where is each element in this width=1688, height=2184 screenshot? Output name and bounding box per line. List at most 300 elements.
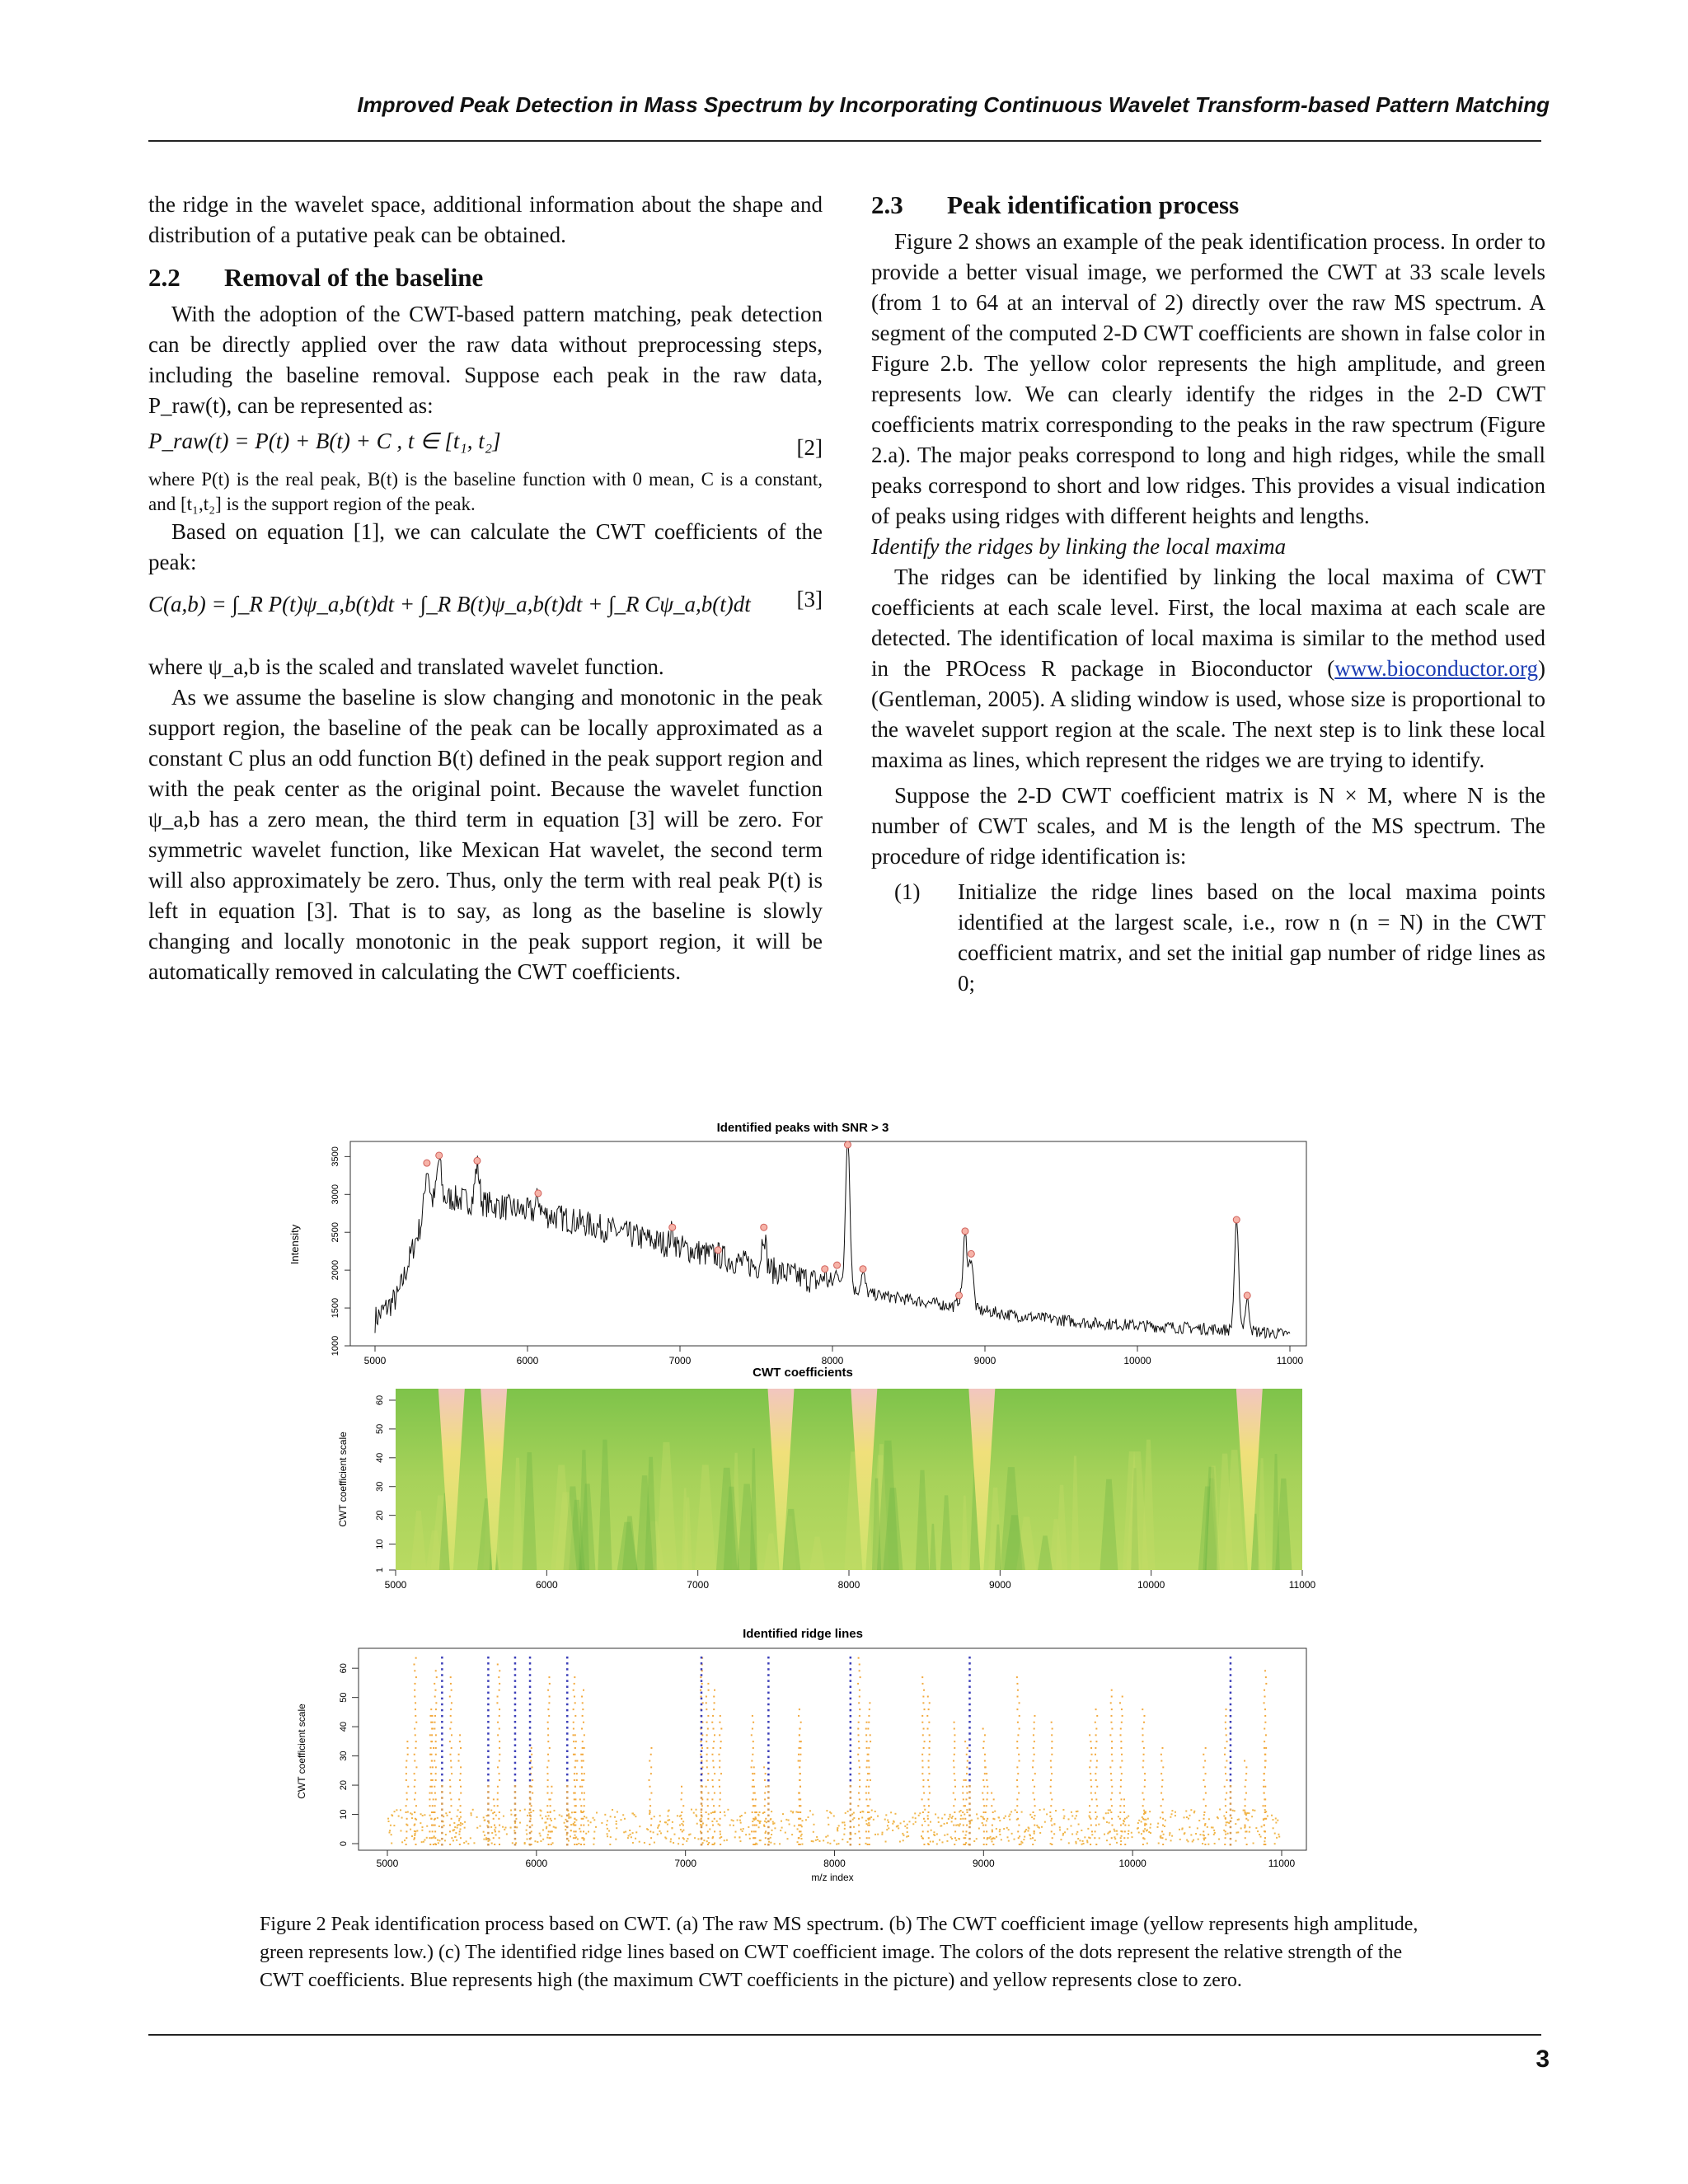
- ridge-dot-strong-9-50: [1230, 1698, 1232, 1700]
- ridge-dot-weak-22-22: [712, 1779, 714, 1781]
- ridge-dot-weak-45-31: [414, 1754, 415, 1755]
- ridge-dot-strong-0-54: [441, 1685, 443, 1688]
- ridge-dot-weak-26-51: [581, 1696, 583, 1698]
- ridge-dot-weak-37-18: [708, 1793, 710, 1794]
- ridge-dot-weak-52-26: [1032, 1766, 1034, 1768]
- ridge-dot-weak-34-15: [954, 1798, 956, 1800]
- ridge-dot-weak-44-20: [579, 1786, 581, 1788]
- ridge-dot-low-560: [1123, 1820, 1124, 1821]
- ridge-dot-low-146: [590, 1821, 592, 1823]
- ridge-dot-low-598: [1211, 1826, 1212, 1828]
- ridge-dot-low-101: [526, 1833, 528, 1835]
- ridge-dot-low-882: [1063, 1817, 1065, 1819]
- panel-a-ytick-label-3: 2500: [331, 1221, 340, 1243]
- ridge-dot-low-185: [845, 1812, 846, 1814]
- ridge-dot-low-566: [885, 1814, 887, 1816]
- ridge-dot-weak-43-20: [551, 1786, 552, 1788]
- ridge-dot-strong-1-64: [487, 1657, 490, 1659]
- ridge-dot-low-461: [565, 1829, 566, 1830]
- ridge-dot-weak-49-53: [1111, 1690, 1113, 1691]
- ridge-dot-low-895: [1023, 1839, 1025, 1840]
- ridge-dot-weak-39-7: [928, 1825, 930, 1826]
- ridge-dot-weak-18-4: [983, 1830, 985, 1832]
- ridge-dot-strong-6-32: [767, 1750, 770, 1753]
- ridge-dot-low-447: [982, 1816, 984, 1818]
- ridge-dot-low-511: [764, 1821, 766, 1822]
- ridge-dot-low-3: [1157, 1826, 1159, 1828]
- ridge-dot-weak-23-7: [800, 1825, 802, 1826]
- ridge-dot-weak-47-26: [531, 1766, 532, 1768]
- ridge-dot-low-823: [585, 1833, 587, 1835]
- ridge-dot-weak-29-26: [1225, 1766, 1226, 1768]
- ridge-dot-weak-47-18: [532, 1793, 533, 1794]
- ridge-dot-low-893: [539, 1833, 541, 1835]
- ridge-dot-strong-4-54: [566, 1685, 569, 1688]
- ridge-dot-weak-31-4: [682, 1830, 683, 1832]
- ridge-dot-strong-9-60: [1230, 1668, 1232, 1671]
- ridge-dot-low-553: [937, 1817, 939, 1819]
- ridge-dot-weak-34-37: [954, 1734, 955, 1736]
- ridge-dot-low-376: [677, 1815, 678, 1816]
- ridge-dot-weak-38-26: [1095, 1766, 1097, 1768]
- ridge-dot-low-183: [579, 1828, 580, 1830]
- ridge-dot-low-494: [720, 1834, 721, 1835]
- ridge-dot-low-68: [787, 1838, 789, 1840]
- ridge-dot-low-866: [568, 1816, 570, 1817]
- ridge-dot-low-173: [1145, 1819, 1146, 1821]
- ridge-dot-low-463: [694, 1837, 696, 1839]
- ridge-dot-low-134: [946, 1840, 948, 1842]
- ridge-dot-weak-37-22: [707, 1779, 709, 1781]
- ridge-dot-low-842: [458, 1824, 460, 1825]
- ridge-dot-low-620: [542, 1839, 544, 1840]
- ridge-dot-low-303: [1203, 1838, 1205, 1840]
- ridge-dot-low-53: [1214, 1832, 1216, 1834]
- ridge-dot-weak-8-0: [649, 1844, 650, 1845]
- ridge-dot-low-10: [1251, 1816, 1253, 1817]
- ridge-dot-low-664: [1236, 1832, 1237, 1834]
- ridge-dot-low-771: [610, 1836, 612, 1838]
- ridge-dot-low-825: [941, 1841, 943, 1843]
- ridge-dot-low-865: [1053, 1823, 1055, 1825]
- ridge-dot-low-659: [853, 1826, 855, 1828]
- ridge-dot-low-571: [1114, 1838, 1116, 1840]
- ridge-dot-low-873: [1259, 1834, 1260, 1835]
- ridge-dot-low-593: [1193, 1840, 1194, 1841]
- ridge-dot-strong-7-58: [850, 1674, 852, 1676]
- ridge-dot-weak-44-7: [580, 1825, 582, 1826]
- ridge-dot-low-374: [476, 1816, 478, 1818]
- ridge-dot-weak-44-29: [581, 1760, 583, 1762]
- panel-c-ytick-label-4: 40: [339, 1722, 349, 1732]
- ridge-dot-low-662: [593, 1819, 595, 1821]
- ridge-dot-weak-23-26: [799, 1766, 800, 1768]
- ridge-dot-low-600: [892, 1830, 893, 1831]
- ridge-dot-low-285: [944, 1823, 945, 1825]
- ridge-dot-weak-48-55: [1016, 1683, 1018, 1685]
- ridge-dot-weak-29-11: [1226, 1811, 1227, 1813]
- ridge-dot-weak-38-40: [1095, 1728, 1097, 1730]
- ridge-dot-weak-42-22: [1203, 1779, 1204, 1781]
- ridge-dot-low-622: [1192, 1840, 1193, 1842]
- ridge-dot-weak-42-31: [1203, 1754, 1204, 1755]
- ridge-dot-weak-23-33: [799, 1747, 801, 1749]
- ridge-dot-low-680: [391, 1814, 392, 1816]
- ridge-dot-strong-6-36: [767, 1738, 770, 1741]
- ridge-dot-low-157: [1128, 1830, 1129, 1832]
- ridge-dot-weak-41-11: [494, 1811, 495, 1813]
- ridge-dot-weak-37-46: [706, 1708, 707, 1710]
- ridge-dot-weak-37-0: [707, 1844, 709, 1845]
- ridge-dot-low-509: [545, 1816, 546, 1817]
- ridge-dot-weak-51-9: [962, 1818, 964, 1820]
- ridge-dot-weak-37-40: [707, 1728, 709, 1730]
- ridge-dot-weak-25-18: [546, 1793, 548, 1794]
- panel-a-xtick-label-3: 8000: [821, 1355, 844, 1366]
- ridge-dot-strong-1-42: [487, 1721, 490, 1723]
- ridge-dot-low-736: [1024, 1831, 1025, 1833]
- ridge-dot-strong-0-18: [441, 1791, 443, 1793]
- ridge-dot-low-174: [1207, 1826, 1208, 1828]
- ridge-dot-strong-5-20: [701, 1785, 703, 1788]
- ridge-dot-weak-15-7: [754, 1825, 756, 1826]
- ridge-dot-low-849: [1160, 1816, 1161, 1818]
- ridge-dot-low-37: [1252, 1809, 1254, 1811]
- ridge-dot-weak-1-35: [753, 1741, 754, 1742]
- ridge-dot-weak-43-9: [550, 1818, 551, 1820]
- ridge-dot-low-544: [570, 1830, 572, 1831]
- ridge-dot-low-291: [462, 1823, 463, 1825]
- ridge-dot-strong-0-34: [441, 1744, 443, 1746]
- ridge-dot-weak-24-22: [870, 1779, 871, 1781]
- ridge-dot-strong-8-52: [968, 1692, 971, 1694]
- ridge-dot-strong-0-62: [441, 1662, 443, 1665]
- ridge-dot-weak-52-18: [1033, 1793, 1034, 1794]
- ridge-dot-strong-5-50: [701, 1698, 703, 1700]
- ridge-dot-weak-20-35: [700, 1741, 701, 1742]
- ridge-dot-weak-9-46: [859, 1708, 860, 1710]
- ridge-dot-low-670: [387, 1818, 389, 1820]
- ridge-dot-low-287: [1104, 1834, 1105, 1835]
- ridge-dot-low-251: [444, 1840, 446, 1841]
- ridge-dot-weak-11-7: [460, 1825, 462, 1826]
- ridge-dot-low-674: [947, 1834, 949, 1835]
- ridge-dot-weak-41-0: [494, 1844, 495, 1845]
- ridge-dot-weak-2-7: [433, 1825, 434, 1826]
- ridge-dot-weak-54-26: [1162, 1766, 1164, 1768]
- ridge-dot-weak-35-26: [406, 1766, 407, 1768]
- ridge-dot-low-80: [1070, 1825, 1071, 1827]
- ridge-dot-low-126: [1086, 1841, 1088, 1843]
- ridge-dot-weak-51-20: [962, 1786, 964, 1788]
- ridge-dot-weak-4-20: [1120, 1786, 1122, 1788]
- ridge-dot-low-411: [1008, 1840, 1010, 1842]
- ridge-dot-weak-32-2: [1264, 1837, 1266, 1839]
- ridge-dot-weak-52-9: [1034, 1818, 1035, 1820]
- ridge-dot-weak-23-2: [798, 1837, 799, 1839]
- ridge-dot-low-225: [1202, 1843, 1203, 1844]
- ridge-dot-low-730: [570, 1824, 572, 1825]
- panel-c-ytick-label-2: 20: [339, 1779, 349, 1791]
- ridge-dot-weak-10-2: [765, 1837, 767, 1839]
- ridge-dot-low-459: [733, 1825, 734, 1826]
- ridge-dot-weak-44-4: [579, 1830, 581, 1832]
- ridge-dot-low-322: [570, 1816, 571, 1818]
- ridge-dot-weak-24-40: [867, 1728, 869, 1730]
- ridge-dot-low-810: [1127, 1837, 1128, 1839]
- ridge-dot-low-59: [781, 1827, 783, 1829]
- ridge-dot-low-223: [964, 1813, 965, 1815]
- ridge-dot-strong-5-44: [701, 1715, 703, 1718]
- ridge-dot-weak-30-4: [965, 1830, 967, 1832]
- ridge-dot-strong-5-30: [701, 1756, 703, 1759]
- ridge-dot-low-591: [593, 1817, 594, 1819]
- ridge-dot-weak-22-42: [711, 1722, 713, 1723]
- peak-marker-8: [834, 1262, 841, 1268]
- ridge-dot-low-141: [421, 1830, 423, 1831]
- ridge-dot-weak-19-37: [1089, 1734, 1090, 1736]
- panel-a-xtick-label-4: 9000: [973, 1355, 996, 1366]
- ridge-dot-strong-5-22: [701, 1779, 703, 1782]
- ridge-dot-low-667: [1008, 1829, 1010, 1830]
- ridge-dot-weak-44-24: [581, 1773, 583, 1774]
- ridge-dot-weak-38-9: [1095, 1818, 1097, 1820]
- ridge-dot-strong-6-16: [767, 1797, 770, 1799]
- peak-marker-15: [1244, 1292, 1250, 1299]
- ridge-dot-low-713: [1240, 1827, 1242, 1829]
- ridge-dot-weak-34-2: [954, 1837, 956, 1839]
- ridge-dot-low-824: [679, 1816, 681, 1817]
- ridge-dot-weak-38-33: [1095, 1747, 1096, 1749]
- ridge-dot-low-431: [578, 1843, 579, 1844]
- ridge-dot-strong-9-4: [1230, 1832, 1232, 1835]
- ridge-dot-weak-45-40: [414, 1728, 415, 1730]
- ridge-dot-weak-26-46: [582, 1708, 584, 1710]
- ridge-dot-low-299: [1208, 1818, 1210, 1820]
- ridge-dot-weak-33-29: [921, 1760, 923, 1762]
- ridge-dot-low-243: [1198, 1820, 1200, 1821]
- ridge-dot-low-817: [593, 1838, 595, 1840]
- ridge-dot-low-95: [1060, 1839, 1062, 1840]
- ridge-dot-strong-7-52: [850, 1692, 852, 1694]
- ridge-dot-weak-35-13: [406, 1805, 407, 1807]
- ridge-dot-weak-15-26: [753, 1766, 755, 1768]
- ridge-dot-strong-7-14: [850, 1802, 852, 1805]
- ridge-dot-weak-9-13: [857, 1805, 859, 1807]
- ridge-dot-weak-45-15: [414, 1798, 415, 1800]
- ridge-dot-strong-4-2: [566, 1838, 569, 1840]
- ridge-dot-strong-3-60: [529, 1668, 532, 1671]
- ridge-dot-weak-14-42: [866, 1722, 868, 1723]
- ridge-dot-strong-8-50: [968, 1698, 971, 1700]
- ridge-dot-low-572: [909, 1821, 911, 1822]
- ridge-dot-strong-9-26: [1230, 1768, 1232, 1770]
- ridge-dot-weak-32-26: [1264, 1766, 1266, 1768]
- ridge-dot-low-718: [1009, 1819, 1010, 1821]
- panel-b-ytick-label-6: 60: [375, 1394, 385, 1406]
- ridge-dot-weak-32-4: [1264, 1830, 1266, 1832]
- ridge-dot-weak-24-0: [869, 1844, 870, 1845]
- ridge-dot-low-663: [1150, 1832, 1151, 1834]
- ridge-dot-weak-27-7: [449, 1825, 451, 1826]
- ridge-dot-low-284: [936, 1843, 938, 1844]
- ridge-dot-low-89: [632, 1832, 634, 1834]
- ridge-dot-low-652: [828, 1817, 829, 1819]
- ridge-dot-low-384: [604, 1814, 606, 1816]
- ridge-dot-low-688: [421, 1826, 423, 1828]
- ridge-dot-low-4: [438, 1842, 439, 1844]
- ridge-dot-low-757: [1109, 1822, 1110, 1824]
- ridge-dot-low-514: [1041, 1826, 1043, 1828]
- ridge-dot-low-365: [460, 1822, 462, 1824]
- ridge-dot-weak-49-40: [1111, 1728, 1113, 1730]
- ridge-dot-strong-1-54: [487, 1685, 490, 1688]
- ridge-dot-weak-24-9: [869, 1818, 870, 1820]
- ridge-dot-strong-6-28: [767, 1762, 770, 1765]
- ridge-dot-low-822: [414, 1835, 415, 1836]
- ridge-dot-low-695: [801, 1820, 803, 1821]
- ridge-dot-weak-52-37: [1033, 1734, 1034, 1736]
- ridge-dot-low-321: [709, 1828, 710, 1830]
- ridge-dot-low-33: [654, 1816, 655, 1817]
- ridge-dot-weak-33-46: [923, 1708, 925, 1710]
- ridge-dot-weak-20-57: [700, 1676, 701, 1678]
- ridge-dot-weak-54-7: [1162, 1825, 1164, 1826]
- ridge-dot-low-454: [837, 1843, 839, 1844]
- ridge-dot-low-561: [708, 1813, 710, 1815]
- ridge-dot-low-194: [505, 1827, 507, 1829]
- ridge-dot-strong-1-16: [487, 1797, 490, 1799]
- ridge-dot-weak-45-57: [415, 1676, 417, 1678]
- ridge-dot-strong-7-16: [850, 1797, 852, 1799]
- ridge-dot-weak-40-24: [1245, 1773, 1247, 1774]
- ridge-dot-strong-5-32: [701, 1750, 703, 1753]
- ridge-dot-weak-1-24: [752, 1773, 753, 1774]
- ridge-dot-weak-36-18: [720, 1793, 721, 1794]
- ridge-dot-weak-5-24: [574, 1773, 575, 1774]
- ridge-dot-strong-1-36: [487, 1738, 490, 1741]
- ridge-dot-weak-33-4: [922, 1830, 924, 1832]
- ridge-dot-weak-5-2: [573, 1837, 574, 1839]
- ridge-dot-weak-37-4: [707, 1830, 709, 1832]
- ridge-dot-low-133: [1271, 1815, 1273, 1816]
- bioconductor-link[interactable]: www.bioconductor.org: [1334, 656, 1538, 681]
- ridge-dot-weak-0-26: [429, 1766, 431, 1768]
- ridge-dot-weak-5-46: [573, 1708, 574, 1710]
- ridge-dot-weak-14-20: [865, 1786, 867, 1788]
- ridge-dot-weak-54-33: [1161, 1747, 1163, 1749]
- ridge-dot-strong-2-24: [514, 1774, 517, 1776]
- ridge-dot-strong-1-38: [487, 1732, 490, 1735]
- ridge-dot-weak-26-20: [581, 1786, 583, 1788]
- ridge-dot-low-203: [607, 1828, 608, 1830]
- ridge-dot-low-627: [629, 1830, 631, 1831]
- ridge-dot-low-191: [1024, 1836, 1025, 1838]
- ridge-dot-low-328: [766, 1821, 767, 1823]
- ridge-dot-strong-1-4: [487, 1832, 490, 1835]
- ridge-dot-low-538: [1226, 1821, 1228, 1823]
- ridge-dot-weak-35-2: [406, 1837, 407, 1839]
- ridge-dot-weak-18-18: [982, 1793, 983, 1794]
- ridge-dot-weak-13-4: [992, 1830, 993, 1832]
- ridge-dot-weak-54-15: [1162, 1798, 1164, 1800]
- ridge-dot-low-515: [888, 1827, 889, 1829]
- ridge-dot-low-658: [546, 1837, 548, 1839]
- ridge-dot-weak-15-24: [753, 1773, 755, 1774]
- ridge-dot-weak-29-15: [1225, 1798, 1226, 1800]
- ridge-dot-strong-0-12: [441, 1808, 443, 1811]
- running-header: Improved Peak Detection in Mass Spectrum by Incorporating Continuous Wavelet Transform-based Pattern Matching: [357, 92, 1550, 117]
- ridge-dot-low-382: [1160, 1835, 1161, 1837]
- ridge-dot-low-460: [1079, 1840, 1081, 1841]
- ridge-dot-weak-45-9: [415, 1818, 416, 1820]
- ridge-dot-low-446: [657, 1834, 659, 1835]
- ridge-dot-weak-25-44: [548, 1715, 550, 1717]
- ridge-dot-low-419: [527, 1815, 528, 1816]
- ridge-dot-low-195: [976, 1813, 978, 1815]
- ridge-dot-weak-29-22: [1226, 1779, 1228, 1781]
- ridge-dot-low-837: [564, 1822, 565, 1824]
- ridge-dot-weak-54-2: [1161, 1837, 1163, 1839]
- ridge-dot-weak-47-22: [532, 1779, 533, 1781]
- ridge-dot-weak-19-24: [1090, 1773, 1091, 1774]
- ridge-dot-weak-39-29: [928, 1760, 930, 1762]
- ridge-dot-weak-5-0: [574, 1844, 575, 1845]
- ridge-dot-low-634: [855, 1833, 856, 1835]
- ridge-dot-weak-50-24: [986, 1773, 987, 1774]
- ridge-dot-low-104: [458, 1834, 460, 1835]
- ridge-dot-low-632: [437, 1817, 438, 1819]
- ridge-dot-strong-5-0: [701, 1844, 703, 1846]
- ridge-dot-low-725: [1138, 1831, 1140, 1833]
- ridge-dot-weak-29-42: [1225, 1722, 1226, 1723]
- ridge-dot-low-330: [882, 1832, 884, 1834]
- ridge-dot-strong-1-10: [487, 1815, 490, 1817]
- panel-c-ytick-label-1: 10: [339, 1809, 349, 1820]
- ridge-dot-strong-1-28: [487, 1762, 490, 1765]
- ridge-dot-weak-42-9: [1203, 1818, 1205, 1820]
- ridge-dot-low-586: [510, 1827, 512, 1829]
- ridge-dot-low-690: [1264, 1840, 1265, 1842]
- ridge-dot-weak-27-11: [449, 1811, 451, 1813]
- ridge-dot-weak-37-33: [706, 1747, 708, 1749]
- ridge-dot-weak-38-35: [1095, 1741, 1097, 1742]
- ridge-dot-strong-7-50: [850, 1698, 852, 1700]
- ridge-dot-weak-50-26: [985, 1766, 987, 1768]
- ridge-dots: [387, 1657, 1280, 1846]
- ridge-dot-low-323: [456, 1840, 457, 1841]
- ridge-dot-weak-15-13: [753, 1805, 755, 1807]
- ridge-dot-weak-9-0: [859, 1844, 860, 1845]
- ridge-dot-low-351: [697, 1838, 699, 1840]
- ridge-dot-low-389: [1143, 1810, 1145, 1811]
- ridge-dot-low-521: [438, 1825, 440, 1827]
- ridge-dot-low-516: [978, 1828, 980, 1830]
- ridge-dot-weak-35-29: [406, 1760, 407, 1762]
- ridge-dot-low-76: [892, 1823, 893, 1825]
- ridge-dot-weak-49-29: [1112, 1760, 1114, 1762]
- ridge-dot-low-603: [443, 1825, 445, 1826]
- ridge-dot-weak-22-46: [713, 1708, 715, 1710]
- ridge-dot-low-52: [1143, 1813, 1145, 1815]
- ridge-dot-low-212: [524, 1809, 526, 1811]
- ridge-dot-weak-30-9: [964, 1818, 966, 1820]
- ridge-dot-weak-7-11: [499, 1811, 500, 1813]
- ridge-dot-strong-3-54: [529, 1685, 532, 1688]
- ridge-dot-weak-6-35: [575, 1741, 577, 1742]
- ridge-dot-low-416: [712, 1811, 714, 1813]
- ridge-dot-weak-9-4: [858, 1830, 860, 1832]
